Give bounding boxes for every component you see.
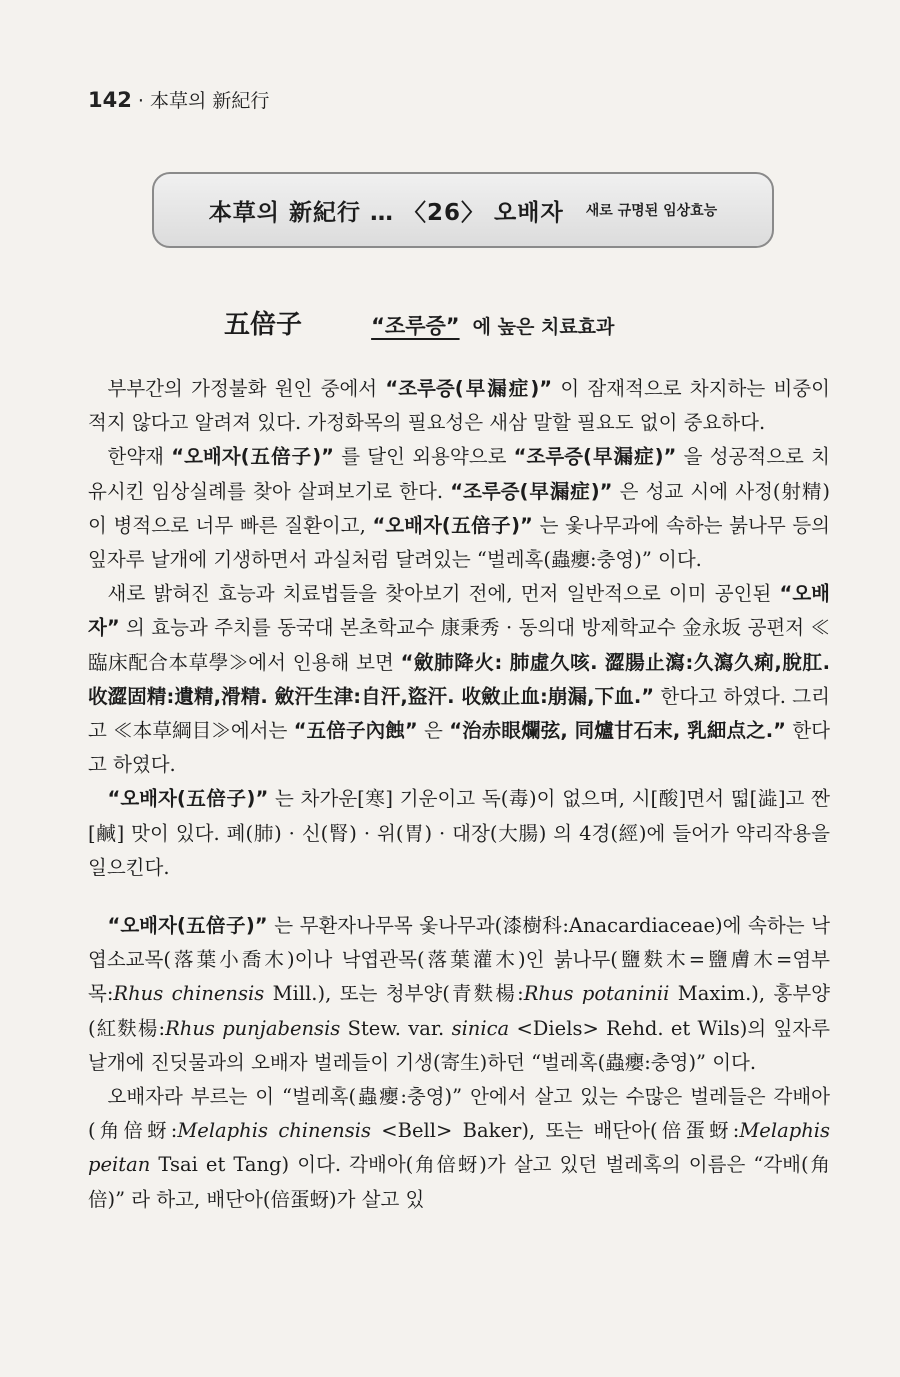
italic-text: Rhus punjabensis (165, 1016, 341, 1040)
article-subtitle: 새로 규명된 임상효능 (585, 203, 718, 219)
text-run: 의 효능과 주치를 동국대 본초학교수 康秉秀 · 동의대 방제학교수 金永坂 공편저 ≪臨床配合本草學≫에서 인용해 보면 (88, 616, 830, 674)
article-body (88, 372, 830, 1217)
bold-text: “五倍子內蝕” (293, 719, 418, 743)
italic-text: Rhus chinensis (113, 982, 265, 1006)
paragraph (88, 1080, 830, 1217)
header-separator: · (131, 90, 150, 112)
paragraph (88, 372, 830, 440)
bold-text: “조루증(早漏症)” (385, 377, 553, 400)
text-run: Stew. var. (340, 1016, 452, 1040)
bold-text: “오배자(五倍子)” (372, 513, 533, 537)
bold-text: “斂肺降火: 肺虛久咳. 澀腸止瀉:久瀉久痢,脫肛. 收澀固精:遺精,滑精. 斂汗生津:自汗,盜汗. 收斂止血:崩漏,下血.” (88, 650, 830, 708)
running-header (88, 86, 269, 113)
text-run: 이 잠재적으로 차지하는 비중이 적지 않다고 알려져 있다. 가정화목의 필요성은 새삼 말할 필요도 없이 중요하다. (88, 377, 830, 435)
text-run: <Diels> Rehd. et Wils)의 잎자루 날개에 진딧물과의 오배자 벌레들이 기생(寄生)하던 “벌레혹(蟲癭:충영)” 이다. (88, 1016, 830, 1074)
text-run: 오배자라 부르는 이 “벌레혹(蟲癭:충영)” 안에서 살고 있는 수많은 벌레들은 각배아(角倍蚜: (88, 1085, 830, 1143)
bold-text: “오배자” (88, 582, 830, 640)
text-run: <Bell> Baker), 또는 배단아(倍蛋蚜: (370, 1119, 740, 1143)
bold-text: “오배자(五倍子)” (171, 445, 334, 469)
heading-hanja: 五倍子 (224, 310, 303, 340)
bold-text: “治赤眼爛弦, 同爐甘石末, 乳細点之.” (449, 719, 786, 743)
text-run: 한약재 (107, 445, 172, 469)
bold-text: “조루증(早漏症)” (513, 445, 677, 469)
bold-text: “오배자(五倍子)” (107, 914, 268, 938)
paragraph (88, 577, 830, 782)
text-run: 부부간의 가정불화 원인 중에서 (107, 377, 386, 400)
text-run: 을 성공적으로 치유시킨 임상실례를 찾아 살펴보기로 한다. (88, 445, 830, 503)
text-run: 새로 밝혀진 효능과 치료법들을 찾아보기 전에, 먼저 일반적으로 이미 공인된 (107, 582, 780, 606)
text-run: 는 옻나무과에 속하는 붉나무 등의 잎자루 날개에 기생하면서 과실처럼 달려있는 “벌레혹(蟲癭:충영)” 이다. (88, 513, 831, 572)
text-run: Tsai et Tang) 이다. 각배아(角倍蚜)가 살고 있던 벌레혹의 이름은 “각배(角倍)” 라 하고, 배단아(倍蛋蚜)가 살고 있 (88, 1153, 830, 1211)
text-run: 은 성교 시에 사정(射精)이 병적으로 너무 빠른 질환이고, (88, 479, 831, 537)
paragraph (88, 909, 830, 1080)
italic-text: Melaphis peitan (88, 1119, 830, 1177)
heading-rest: 에 높은 치료효과 (472, 316, 615, 338)
page-number: 142 (88, 88, 132, 112)
text-run: 는 차가운[寒] 기운이고 독(毒)이 없으며, 시[酸]면서 떫[澁]고 짠[鹹] 맛이 있다. 폐(肺) · 신(腎) · 위(胃) · 대장(大腸) 의 4경(經)에 들어가 약리작용을 일으킨다. (88, 787, 830, 879)
heading-quote: “조루증” (371, 314, 460, 338)
italic-text: sinica (451, 1016, 510, 1040)
header-title: 本草의 新紀行 (149, 90, 270, 112)
text-run: Maxim.), 홍부양(紅麩楊: (88, 982, 830, 1040)
text-run: 는 무환자나무목 옻나무과(漆樹科:Anacardiaceae)에 속하는 낙엽소교목(落葉小喬木)이나 낙엽관목(落葉灌木)인 붉나무(鹽麩木=鹽膚木=염부목: (88, 914, 831, 1006)
text-run: 한다고 하였다. 그리고 ≪本草綱目≫에서는 (88, 684, 830, 743)
text-run: Mill.), 또는 청부양(青麩楊: (264, 982, 524, 1006)
article-title: 本草의 新紀行 … 〈26〉 오배자 (208, 199, 564, 226)
article-title-box (152, 172, 774, 248)
section-heading (224, 304, 614, 341)
italic-text: Melaphis chinensis (177, 1119, 371, 1143)
text-run: 를 달인 외용약으로 (333, 445, 514, 469)
paragraph (88, 440, 830, 577)
bold-text: “오배자(五倍子)” (107, 787, 269, 811)
text-run: 한다고 하였다. (88, 719, 831, 777)
bold-text: “조루증(早漏症)” (450, 479, 613, 503)
text-run: 은 (417, 719, 450, 743)
italic-text: Rhus potaninii (523, 982, 670, 1006)
paragraph (88, 782, 830, 885)
